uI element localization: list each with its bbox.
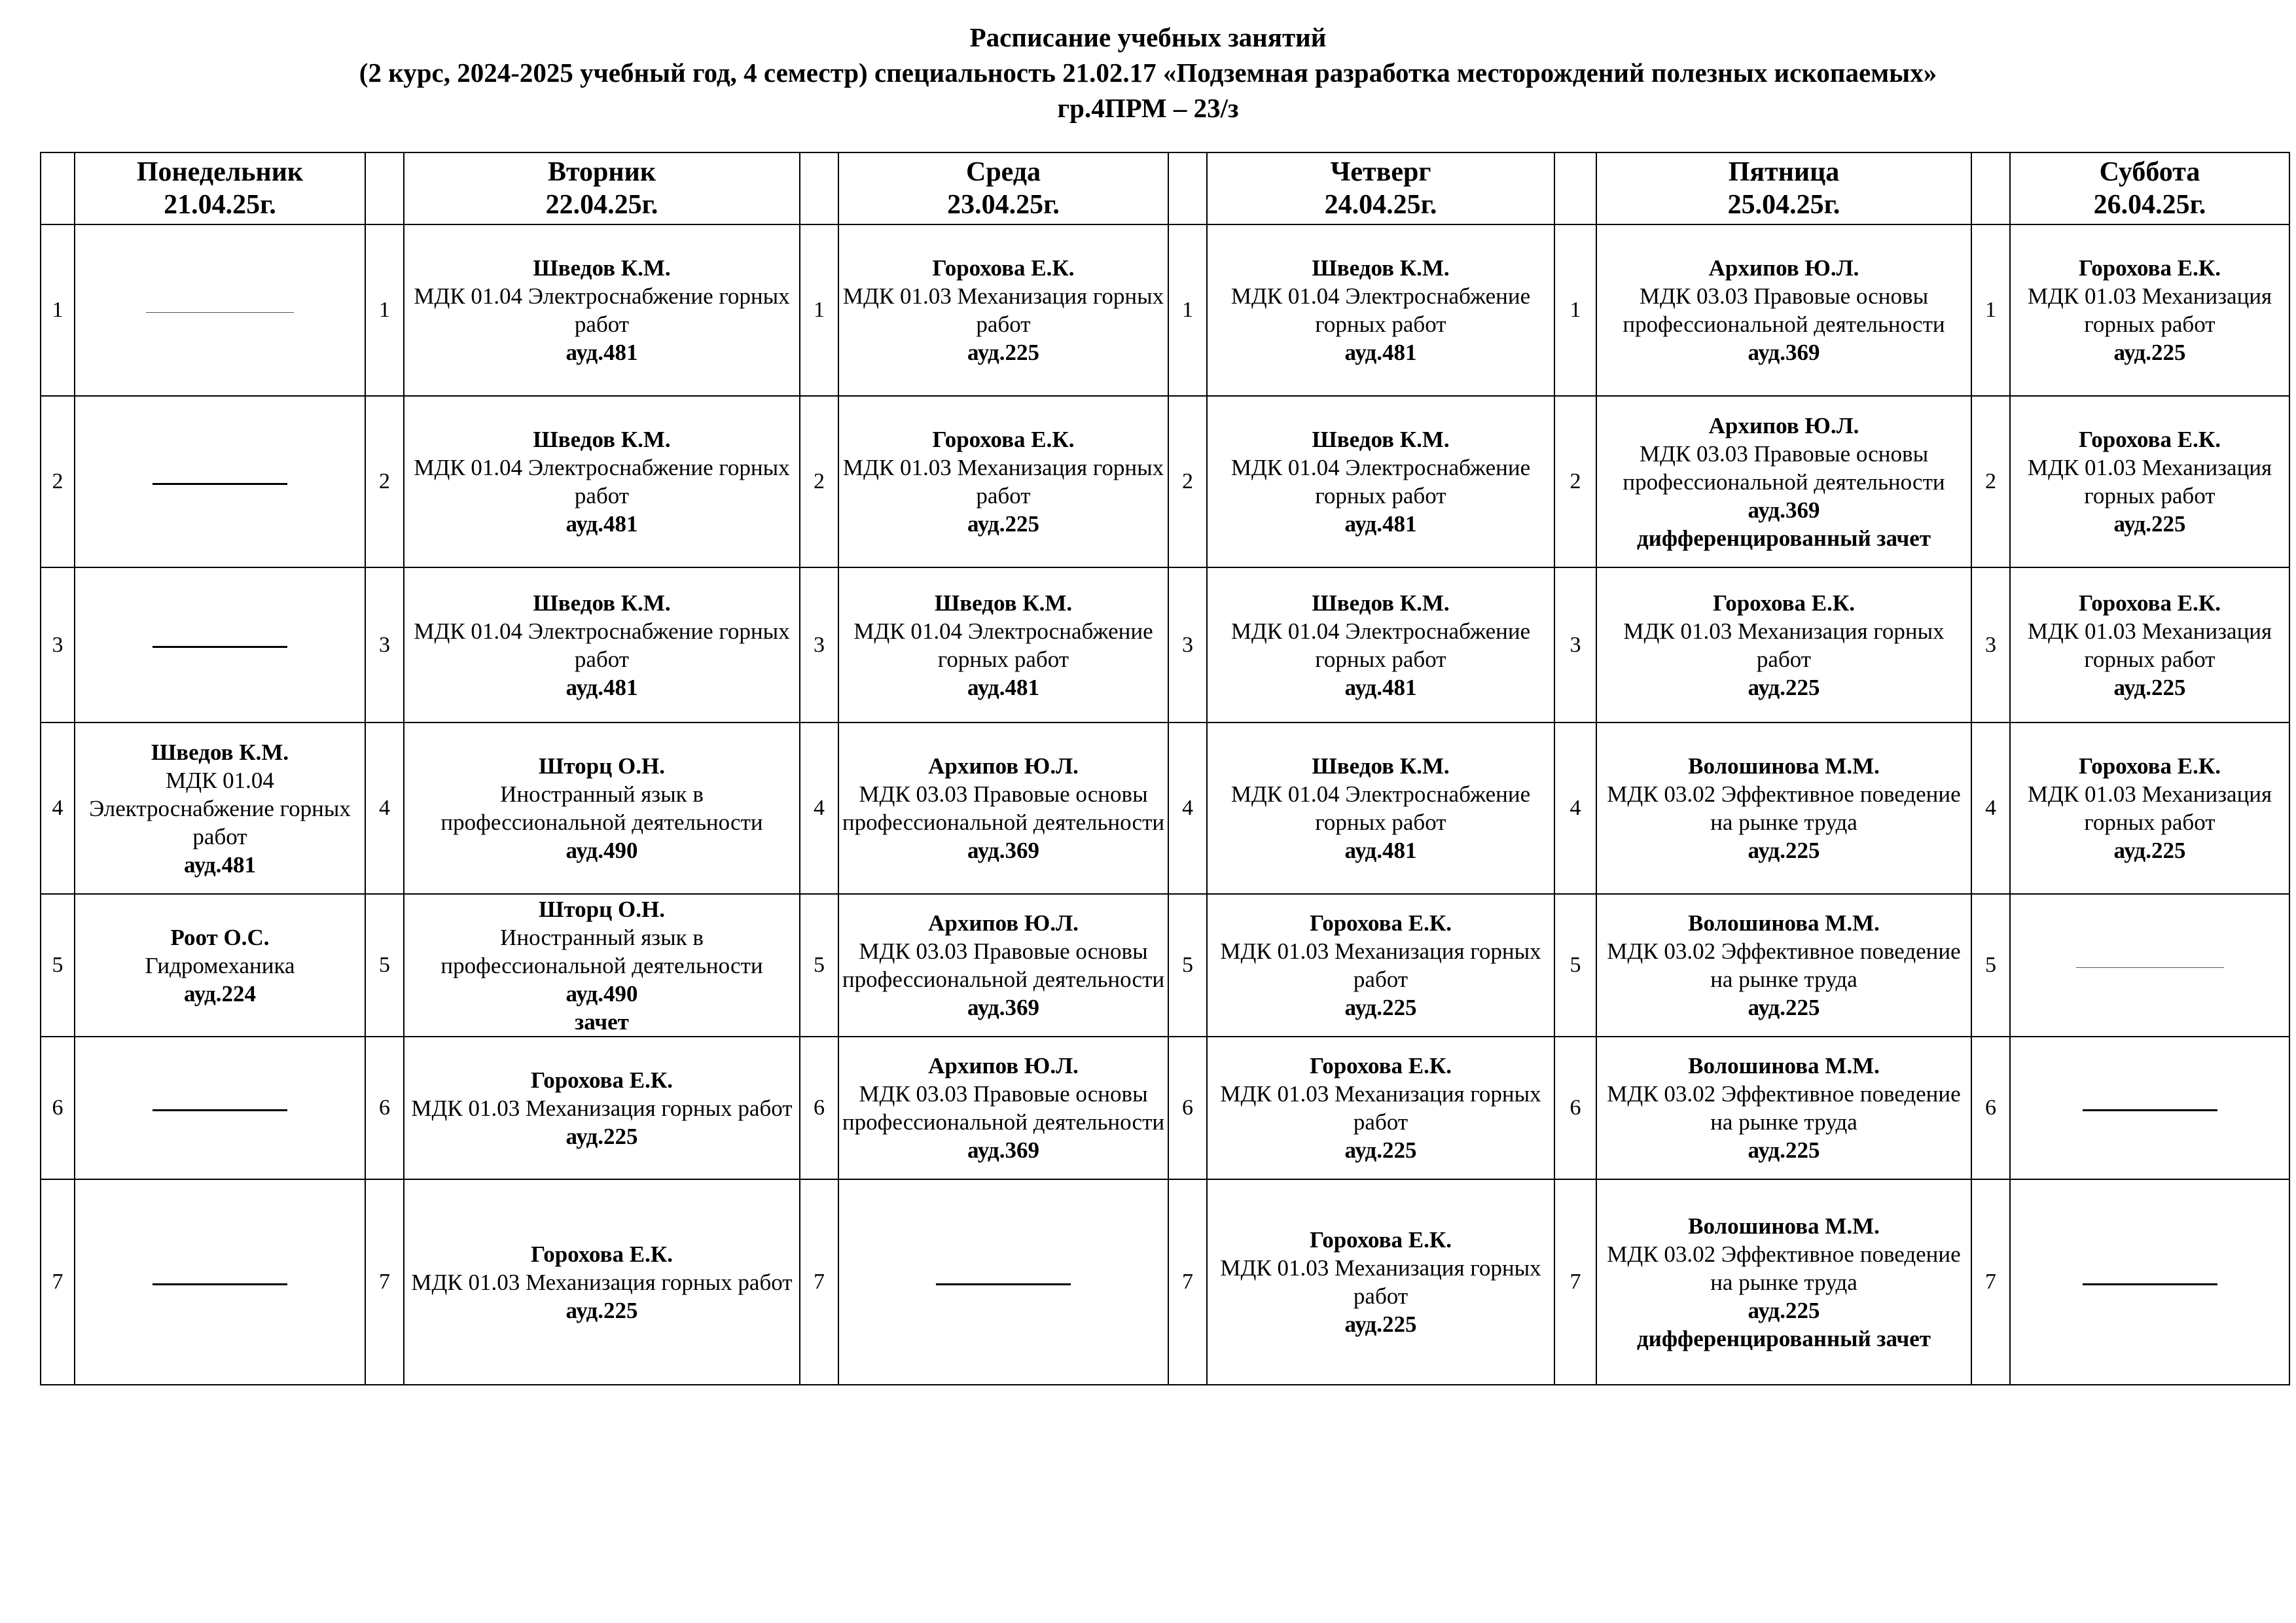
room-number: ауд.481: [967, 674, 1039, 700]
lesson-cell: [404, 1037, 800, 1179]
teacher-name: Горохова Е.К.: [1310, 1053, 1452, 1079]
subject-name: МДК 01.03 Механизация горных работ: [2027, 283, 2272, 337]
day-header: Четверг 24.04.25г.: [1207, 152, 1554, 224]
lesson-row: [41, 894, 2289, 1037]
lesson-number: 7: [41, 1179, 75, 1385]
lesson-number-header: [1168, 152, 1207, 224]
no-lesson-line: [146, 312, 294, 313]
subject-name: МДК 01.04 Электроснабжение горных работ: [1230, 455, 1531, 508]
lesson-number: 5: [1971, 894, 2010, 1037]
room-number: ауд.225: [2113, 674, 2186, 700]
room-number: ауд.481: [1344, 674, 1417, 700]
lesson-number: 2: [365, 396, 404, 567]
teacher-name: Архипов Ю.Л.: [928, 1053, 1079, 1079]
subject-name: МДК 01.04 Электроснабжение горных работ: [853, 618, 1153, 672]
lesson-number: 6: [1554, 1037, 1596, 1179]
lesson-cell: [1207, 894, 1554, 1037]
subject-name: МДК 01.03 Механизация горных работ: [411, 1095, 793, 1121]
lesson-number: 7: [1554, 1179, 1596, 1385]
lesson-number: 2: [41, 396, 75, 567]
title-line-3: гр.4ПРМ – 23/з: [1057, 93, 1239, 123]
room-number: ауд.225: [967, 511, 1039, 537]
lesson-cell: [2010, 894, 2289, 1037]
no-lesson-line: [2083, 1283, 2217, 1285]
room-number: ауд.225: [1344, 995, 1417, 1020]
lesson-number: 5: [1168, 894, 1207, 1037]
lesson-number-header: [800, 152, 838, 224]
room-number: ауд.225: [565, 1297, 638, 1323]
lesson-number: 1: [41, 224, 75, 396]
teacher-name: Волошинова М.М.: [1688, 1213, 1880, 1239]
lesson-number: 1: [365, 224, 404, 396]
lesson-cell: [838, 1179, 1168, 1385]
lesson-number: 3: [1971, 567, 2010, 722]
teacher-name: Горохова Е.К.: [2079, 590, 2221, 616]
lesson-cell: [75, 1037, 365, 1179]
lesson-cell: [1207, 224, 1554, 396]
teacher-name: Шторц О.Н.: [539, 896, 665, 922]
lesson-cell: [1207, 1037, 1554, 1179]
subject-name: МДК 03.02 Эффективное поведение на рынке труда: [1607, 1081, 1961, 1135]
lesson-cell: [838, 567, 1168, 722]
lesson-number: 6: [800, 1037, 838, 1179]
teacher-name: Архипов Ю.Л.: [928, 910, 1079, 936]
subject-name: МДК 03.03 Правовые основы профессиональной деятельности: [1623, 440, 1945, 495]
lesson-number-header: [1971, 152, 2010, 224]
room-number: ауд.490: [565, 838, 638, 863]
teacher-name: Архипов Ю.Л.: [1708, 412, 1859, 438]
teacher-name: Волошинова М.М.: [1688, 910, 1880, 936]
room-number: ауд.369: [1748, 497, 1820, 523]
lesson-number: 5: [800, 894, 838, 1037]
lesson-cell: [838, 396, 1168, 567]
subject-name: МДК 03.02 Эффективное поведение на рынке труда: [1607, 1241, 1961, 1295]
teacher-name: Шведов К.М.: [533, 590, 671, 616]
subject-name: МДК 01.03 Механизация горных работ: [2027, 781, 2272, 835]
lesson-cell: [75, 894, 365, 1037]
room-number: ауд.369: [967, 1137, 1039, 1163]
teacher-name: Горохова Е.К.: [1310, 910, 1452, 936]
title-line-1: Расписание учебных занятий: [969, 22, 1327, 52]
teacher-name: Горохова Е.К.: [531, 1067, 673, 1093]
teacher-name: Горохова Е.К.: [1310, 1227, 1452, 1253]
subject-name: МДК 01.03 Механизация горных работ: [1220, 1255, 1541, 1309]
subject-name: МДК 01.03 Механизация горных работ: [1220, 1081, 1541, 1135]
room-number: ауд.481: [565, 340, 638, 365]
room-number: ауд.225: [2113, 838, 2186, 863]
room-number: ауд.225: [1748, 1297, 1820, 1323]
lesson-number: 2: [800, 396, 838, 567]
no-lesson-line: [152, 483, 287, 485]
teacher-name: Шведов К.М.: [1312, 590, 1450, 616]
lesson-cell: [838, 894, 1168, 1037]
lesson-row: [41, 1037, 2289, 1179]
room-number: ауд.225: [1748, 995, 1820, 1020]
lesson-cell: [2010, 224, 2289, 396]
lesson-cell: [1596, 1037, 1971, 1179]
lesson-number: 2: [1168, 396, 1207, 567]
subject-name: МДК 01.03 Механизация горных работ: [411, 1269, 793, 1295]
lesson-cell: [75, 722, 365, 894]
lesson-number: 5: [1554, 894, 1596, 1037]
room-number: ауд.369: [1748, 340, 1820, 365]
lesson-number: 3: [800, 567, 838, 722]
subject-name: МДК 01.03 Механизация горных работ: [842, 283, 1164, 337]
teacher-name: Шведов К.М.: [1312, 753, 1450, 779]
subject-name: МДК 01.04 Электроснабжение горных работ: [1230, 618, 1531, 672]
teacher-name: Шведов К.М.: [533, 427, 671, 452]
lesson-cell: [404, 894, 800, 1037]
subject-name: МДК 03.03 Правовые основы профессиональной деятельности: [842, 938, 1165, 992]
lesson-number: 4: [800, 722, 838, 894]
subject-name: Иностранный язык в профессиональной деятельности: [440, 781, 763, 835]
lesson-cell: [838, 224, 1168, 396]
room-number: ауд.225: [2113, 511, 2186, 537]
day-header: Среда 23.04.25г.: [838, 152, 1168, 224]
room-number: ауд.481: [565, 511, 638, 537]
room-number: ауд.225: [1344, 1137, 1417, 1163]
lesson-number: 4: [41, 722, 75, 894]
teacher-name: Горохова Е.К.: [932, 427, 1075, 452]
subject-name: МДК 03.03 Правовые основы профессиональной деятельности: [842, 1081, 1165, 1135]
room-number: ауд.225: [565, 1123, 638, 1149]
teacher-name: Шведов К.М.: [1312, 255, 1450, 281]
lesson-cell: [838, 1037, 1168, 1179]
subject-name: МДК 01.04 Электроснабжение горных работ: [89, 767, 351, 849]
room-number: ауд.481: [184, 851, 256, 878]
lesson-cell: [404, 567, 800, 722]
lesson-cell: [75, 1179, 365, 1385]
teacher-name: Шторц О.Н.: [539, 753, 665, 779]
teacher-name: Горохова Е.К.: [1713, 590, 1855, 616]
subject-name: МДК 03.03 Правовые основы профессиональной деятельности: [842, 781, 1165, 835]
schedule-table: [40, 152, 2290, 1385]
no-lesson-line: [152, 1283, 287, 1285]
teacher-name: Горохова Е.К.: [2079, 427, 2221, 452]
subject-name: МДК 01.03 Механизация горных работ: [1623, 618, 1945, 672]
teacher-name: Горохова Е.К.: [2079, 255, 2221, 281]
lesson-number: 4: [365, 722, 404, 894]
subject-name: МДК 01.04 Электроснабжение горных работ: [414, 283, 790, 337]
lesson-cell: [2010, 1179, 2289, 1385]
lesson-number: 1: [1971, 224, 2010, 396]
subject-name: МДК 03.03 Правовые основы профессиональной деятельности: [1623, 283, 1945, 337]
subject-name: МДК 01.03 Механизация горных работ: [2027, 455, 2272, 508]
no-lesson-line: [2083, 1109, 2217, 1111]
room-number: ауд.225: [1748, 838, 1820, 863]
subject-name: МДК 01.03 Механизация горных работ: [1220, 938, 1541, 992]
no-lesson-line: [152, 646, 287, 648]
lesson-cell: [404, 396, 800, 567]
lesson-cell: [75, 567, 365, 722]
lesson-cell: [2010, 1037, 2289, 1179]
teacher-name: Роот О.С.: [170, 924, 270, 950]
lesson-cell: [1596, 567, 1971, 722]
lesson-cell: [75, 224, 365, 396]
lesson-cell: [1207, 567, 1554, 722]
lesson-number: 3: [1168, 567, 1207, 722]
room-number: ауд.225: [967, 340, 1039, 365]
lesson-number: 4: [1554, 722, 1596, 894]
lesson-number: 2: [1554, 396, 1596, 567]
no-lesson-line: [936, 1283, 1071, 1285]
lesson-cell: [2010, 722, 2289, 894]
lesson-row: [41, 722, 2289, 894]
subject-name: МДК 01.03 Механизация горных работ: [842, 455, 1164, 508]
teacher-name: Горохова Е.К.: [2079, 753, 2221, 779]
lesson-row: [41, 567, 2289, 722]
lesson-cell: [1596, 396, 1971, 567]
lesson-cell: [2010, 567, 2289, 722]
assessment-note: дифференцированный зачет: [1636, 525, 1931, 551]
subject-name: Иностранный язык в профессиональной деятельности: [440, 924, 763, 978]
lesson-cell: [1207, 396, 1554, 567]
lesson-row: [41, 396, 2289, 567]
teacher-name: Горохова Е.К.: [531, 1241, 673, 1267]
lesson-number-header: [1554, 152, 1596, 224]
lesson-number-header: [41, 152, 75, 224]
lesson-number: 3: [365, 567, 404, 722]
lesson-cell: [404, 1179, 800, 1385]
lesson-cell: [1207, 1179, 1554, 1385]
teacher-name: Шведов К.М.: [533, 255, 671, 281]
teacher-name: Шведов К.М.: [151, 739, 289, 765]
lesson-number: 6: [1168, 1037, 1207, 1179]
room-number: ауд.225: [1748, 1137, 1820, 1163]
lesson-cell: [1596, 1179, 1971, 1385]
teacher-name: Шведов К.М.: [1312, 427, 1450, 452]
lesson-number: 1: [800, 224, 838, 396]
lesson-cell: [1596, 224, 1971, 396]
teacher-name: Шведов К.М.: [934, 590, 1073, 616]
room-number: ауд.481: [1344, 838, 1417, 863]
room-number: ауд.369: [967, 995, 1039, 1020]
lesson-row: [41, 224, 2289, 396]
lesson-number: 4: [1971, 722, 2010, 894]
lesson-cell: [75, 396, 365, 567]
subject-name: МДК 01.04 Электроснабжение горных работ: [414, 618, 790, 672]
teacher-name: Архипов Ю.Л.: [1708, 255, 1859, 281]
lesson-number: 3: [1554, 567, 1596, 722]
lesson-cell: [838, 722, 1168, 894]
lesson-number: 6: [41, 1037, 75, 1179]
teacher-name: Архипов Ю.Л.: [928, 753, 1079, 779]
subject-name: МДК 01.03 Механизация горных работ: [2027, 618, 2272, 672]
lesson-number: 3: [41, 567, 75, 722]
subject-name: МДК 01.04 Электроснабжение горных работ: [1230, 283, 1531, 337]
lesson-number: 6: [1971, 1037, 2010, 1179]
teacher-name: Волошинова М.М.: [1688, 1053, 1880, 1079]
assessment-note: дифференцированный зачет: [1636, 1325, 1931, 1351]
room-number: ауд.225: [2113, 340, 2186, 365]
lesson-number: 5: [365, 894, 404, 1037]
header-row: [41, 152, 2289, 224]
lesson-number: 4: [1168, 722, 1207, 894]
no-lesson-line: [152, 1109, 287, 1111]
subject-name: МДК 03.02 Эффективное поведение на рынке труда: [1607, 781, 1961, 835]
lesson-cell: [404, 722, 800, 894]
room-number: ауд.225: [1344, 1311, 1417, 1337]
no-lesson-line: [2076, 967, 2224, 968]
lesson-cell: [404, 224, 800, 396]
lesson-cell: [1207, 722, 1554, 894]
lesson-number: 6: [365, 1037, 404, 1179]
lesson-cell: [2010, 396, 2289, 567]
subject-name: Гидромеханика: [145, 952, 295, 978]
teacher-name: Волошинова М.М.: [1688, 753, 1880, 779]
lesson-cell: [1596, 894, 1971, 1037]
assessment-note: зачет: [575, 1008, 629, 1035]
lesson-number: 7: [365, 1179, 404, 1385]
room-number: ауд.369: [967, 838, 1039, 863]
lesson-number: 1: [1168, 224, 1207, 396]
room-number: ауд.481: [565, 674, 638, 700]
lesson-number-header: [365, 152, 404, 224]
lesson-number: 7: [1168, 1179, 1207, 1385]
subject-name: МДК 01.04 Электроснабжение горных работ: [1230, 781, 1531, 835]
schedule-body: [41, 224, 2289, 1385]
lesson-number: 7: [1971, 1179, 2010, 1385]
room-number: ауд.225: [1748, 674, 1820, 700]
subject-name: МДК 01.04 Электроснабжение горных работ: [414, 455, 790, 508]
room-number: ауд.481: [1344, 511, 1417, 537]
day-header: Пятница 25.04.25г.: [1596, 152, 1971, 224]
room-number: ауд.224: [184, 980, 256, 1007]
lesson-number: 2: [1971, 396, 2010, 567]
lesson-cell: [1596, 722, 1971, 894]
room-number: ауд.481: [1344, 340, 1417, 365]
lesson-number: 1: [1554, 224, 1596, 396]
lesson-number: 5: [41, 894, 75, 1037]
schedule-title: [0, 20, 2296, 126]
lesson-number: 7: [800, 1179, 838, 1385]
title-line-2: (2 курс, 2024-2025 учебный год, 4 семестр) специальность 21.02.17 «Подземная разработка месторождений полезных ископаемых»: [359, 58, 1937, 88]
subject-name: МДК 03.02 Эффективное поведение на рынке труда: [1607, 938, 1961, 992]
day-header: Вторник 22.04.25г.: [404, 152, 800, 224]
lesson-row: [41, 1179, 2289, 1385]
day-header: Понедельник 21.04.25г.: [75, 152, 365, 224]
teacher-name: Горохова Е.К.: [932, 255, 1075, 281]
day-header: Суббота 26.04.25г.: [2010, 152, 2289, 224]
room-number: ауд.490: [565, 980, 638, 1007]
